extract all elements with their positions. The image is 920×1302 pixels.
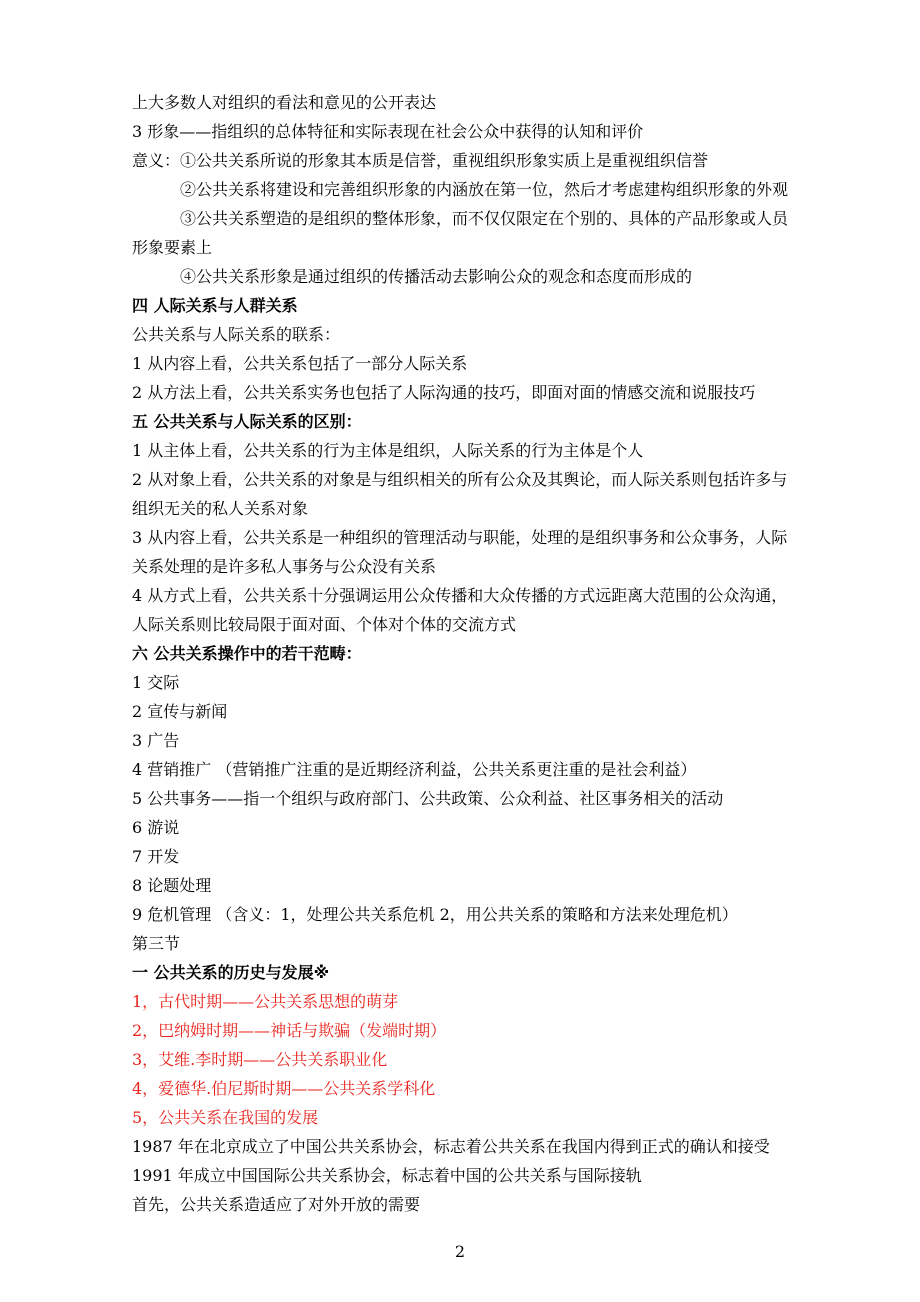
text-line: 3 广告 [132, 731, 180, 750]
text-line: 1，古代时期——公共关系思想的萌芽 [132, 992, 399, 1011]
text-line: 3 从内容上看，公共关系是一种组织的管理活动与职能，处理的是组织事务和公众事务，人际 [132, 528, 788, 547]
section-heading: 六 公共关系操作中的若干范畴： [132, 644, 362, 663]
page-number: 2 [454, 1242, 466, 1261]
text-line: 意义：①公共关系所说的形象其本质是信誉，重视组织形象实质上是重视组织信誉 [132, 151, 709, 170]
text-line: 2 宣传与新闻 [132, 702, 228, 721]
text-line: ③公共关系塑造的是组织的整体形象，而不仅仅限定在个别的、具体的产品形象或人员 [180, 209, 789, 228]
text-line: ④公共关系形象是通过组织的传播活动去影响公众的观念和态度而形成的 [180, 267, 693, 286]
text-line: 人际关系则比较局限于面对面、个体对个体的交流方式 [132, 615, 517, 634]
text-line: 形象要素上 [132, 238, 213, 257]
text-line: 3 形象——指组织的总体特征和实际表现在社会公众中获得的认知和评价 [132, 122, 644, 141]
text-line: 1 从内容上看，公共关系包括了一部分人际关系 [132, 354, 468, 373]
text-line: 1 交际 [132, 673, 180, 692]
text-line: 上大多数人对组织的看法和意见的公开表达 [132, 93, 437, 112]
text-line: 1 从主体上看，公共关系的行为主体是组织，人际关系的行为主体是个人 [132, 441, 644, 460]
text-line: 9 危机管理 （含义：1，处理公共关系危机 2，用公共关系的策略和方法来处理危机） [132, 905, 738, 924]
text-line: 5 公共事务——指一个组织与政府部门、公共政策、公众利益、社区事务相关的活动 [132, 789, 724, 808]
section-heading: 四 人际关系与人群关系 [132, 296, 298, 315]
text-line: 5，公共关系在我国的发展 [132, 1108, 319, 1127]
section-heading: 一 公共关系的历史与发展※ [132, 963, 330, 982]
text-line: 2 从对象上看，公共关系的对象是与组织相关的所有公众及其舆论，而人际关系则包括许多与 [132, 470, 788, 489]
text-line: 7 开发 [132, 847, 180, 866]
text-line: 8 论题处理 [132, 876, 212, 895]
text-line: 6 游说 [132, 818, 180, 837]
text-line: ②公共关系将建设和完善组织形象的内涵放在第一位，然后才考虑建构组织形象的外观 [180, 180, 789, 199]
text-line: 关系处理的是许多私人事务与公众没有关系 [132, 557, 437, 576]
text-line: 公共关系与人际关系的联系： [132, 325, 341, 344]
text-line: 3，艾维.李时期——公共关系职业化 [132, 1050, 388, 1069]
text-line: 1991 年成立中国国际公共关系协会，标志着中国的公共关系与国际接轨 [132, 1166, 642, 1185]
text-line: 2，巴纳姆时期——神话与欺骗（发端时期） [132, 1021, 447, 1040]
text-line: 4 从方式上看，公共关系十分强调运用公众传播和大众传播的方式远距离大范围的公众沟通， [132, 586, 788, 605]
section-heading: 五 公共关系与人际关系的区别： [132, 412, 362, 431]
text-line: 4 营销推广 （营销推广注重的是近期经济利益，公共关系更注重的是社会利益） [132, 760, 697, 779]
text-line: 1987 年在北京成立了中国公共关系协会，标志着公共关系在我国内得到正式的确认和接受 [132, 1137, 770, 1156]
text-line: 组织无关的私人关系对象 [132, 499, 309, 518]
text-line: 4，爱德华.伯尼斯时期——公共关系学科化 [132, 1079, 436, 1098]
text-line: 2 从方法上看，公共关系实务也包括了人际沟通的技巧，即面对面的情感交流和说服技巧 [132, 383, 756, 402]
text-line: 第三节 [132, 934, 181, 953]
document-body [132, 88, 832, 1219]
text-line: 首先，公共关系造适应了对外开放的需要 [132, 1195, 421, 1214]
